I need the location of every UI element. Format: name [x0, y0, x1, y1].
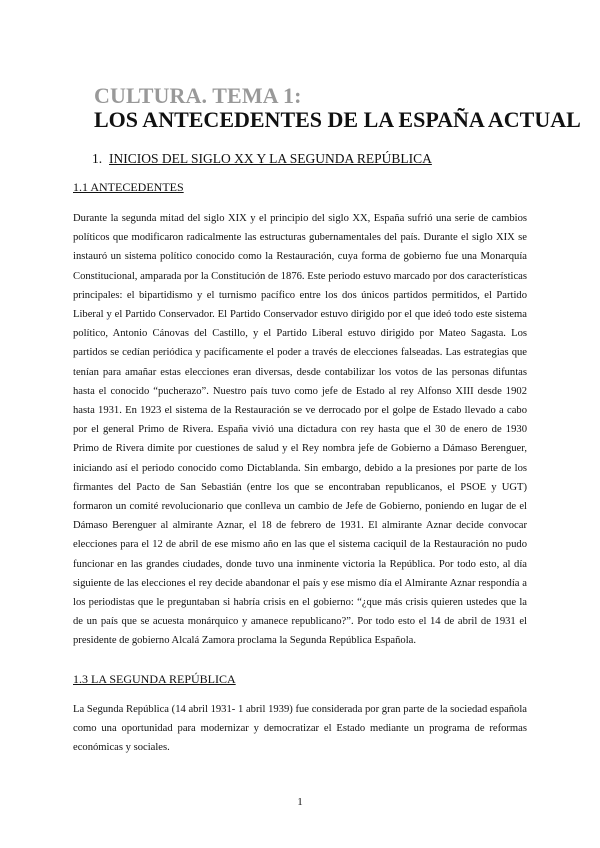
paragraph-segunda-republica: La Segunda República (14 abril 1931- 1 abril 1939) fue considerada por gran parte de la sociedad española como una oportunidad para modernizar y democratizar el Estado mediante un programa de reformas económicas y sociales. — [73, 704, 527, 754]
section-number: 1. — [92, 151, 103, 166]
page-number: 1 — [297, 796, 303, 808]
subsection-title-antecedentes: 1.1 ANTECEDENTES — [73, 180, 184, 194]
document-title-topic: LOS ANTECEDENTES DE LA ESPAÑA ACTUAL — [94, 107, 581, 132]
section-title: INICIOS DEL SIGLO XX Y LA SEGUNDA REPÚBLICA — [109, 151, 432, 166]
section-heading — [92, 151, 432, 167]
document-title-course: CULTURA. TEMA 1: — [94, 83, 302, 108]
subsection-title-segunda-republica: 1.3 LA SEGUNDA REPÚBLICA — [73, 672, 236, 686]
paragraph-antecedentes: Durante la segunda mitad del siglo XIX y el principio del siglo XX, España sufrió una serie de cambios políticos que modificaron radicalmente las estructuras gubernamentales del país. Durante el siglo XIX se instauró un sistema político conocido como la Restauración, cuya forma de gobierno fue una Monarquía Constitucional, amparada por la Constitución de 1876. Este periodo estuvo marcado por dos características principales: el bipartidismo y el turnismo pacífico entre los dos únicos partidos permitidos, el Partido Liberal y el Partido Conservador. El Partido Conservador estuvo dirigido por el que ideó todo este sistema político, Antonio Cánovas del Castillo, y el Partido Liberal estuvo dirigido por Mateo Sagasta. Los partidos se cedían periódica y pacíficamente el poder a través de elecciones falseadas. Las estrategias que tenían para amañar estas elecciones eran diversas, desde contabilizar los votos de las personas difuntas hasta el conocido “pucherazo”. Nuestro país tuvo como jefe de Estado al rey Alfonso XIII desde 1902 hasta 1931. En 1923 el sistema de la Restauración se ve derrocado por el golpe de Estado llevado a cabo por el general Primo de Rivera. España vivió una dictadura con rey hasta que el 30 de enero de 1930 Primo de Rivera dimite por cuestiones de salud y el Rey nombra jefe de Gobierno a Dámaso Berenguer, iniciando así el periodo conocido como Dictablanda. Sin embargo, debido a la presiones por parte de los firmantes del Pacto de San Sebastián (entre los que se encontraban republicanos, el PSOE y UGT) formaron un comité revolucionario que conlleva un cambio de Jefe de Gobierno, poniendo en lugar de el Dámaso Berenguer al almirante Aznar, el 18 de febrero de 1931. El almirante Aznar decide convocar elecciones para el 12 de abril de ese mismo año en las que el sistema caciquil de la Restauración no pudo funcionar en las grandes ciudades, donde tuvo una inminente victoria la República. Por todo esto, al día siguiente de las elecciones el rey decide abandonar el país y ese mismo día el Almirante Aznar respondía a los periodistas que le preguntaban si habría crisis en el gobierno: “¿que más crisis quieren ustedes que la de un país que se acuesta monárquico y amanece republicano?”. Por todo esto el 14 de abril de 1931 el presidente de gobierno Alcalá Zamora proclama la Segunda República Española. — [73, 213, 527, 647]
